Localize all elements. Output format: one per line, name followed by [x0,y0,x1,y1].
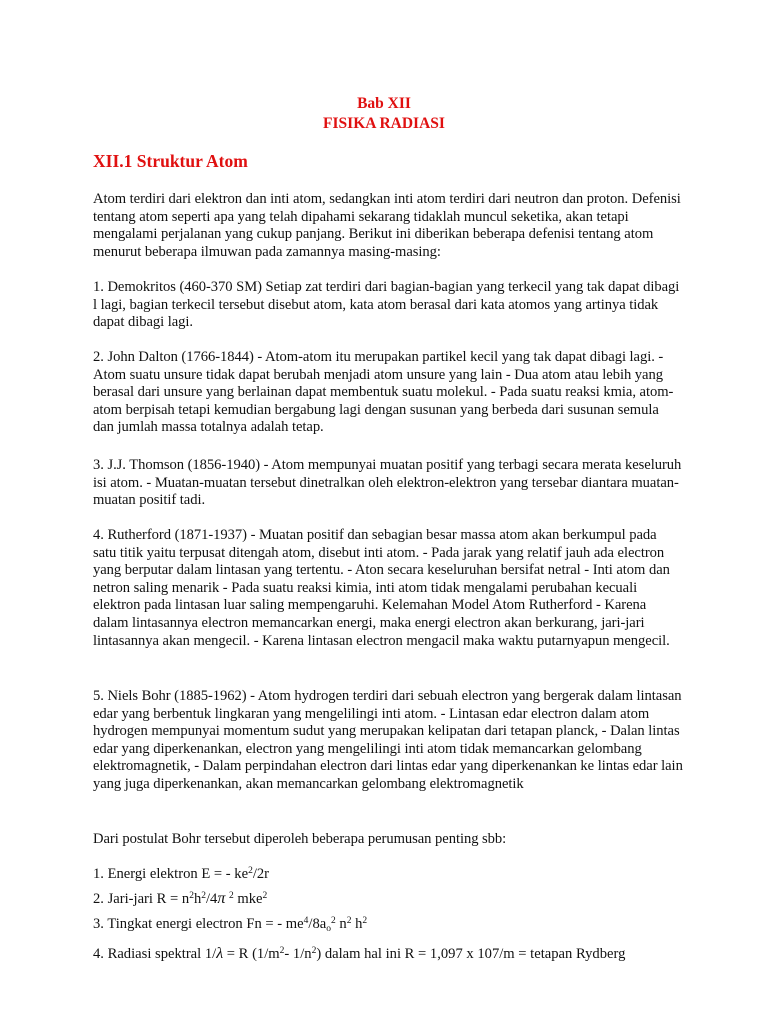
formula-energy-level: 3. Tingkat energi electron Fn = - $me^4/8a_o^2$ $n^2$ $h^2$ [93,916,368,934]
rutherford-paragraph: 4. Rutherford (1871-1937) - Muatan positif dan sebagian besar massa atom akan berkumpul pada satu titik yaitu terpusat ditengah atom, disebut inti atom. - Pada jarak yang relatif jauh ada electron yang berputar dalam lintasan yang tertentu. - Aton secara keseluruhan bersifat netral - Inti atom dan netron saling menarik - Pada suatu reaksi kimia, inti atom tidak mengalami perubahan kecuali elektron pada lintasan luar saling mempengaruhi. Kelemahan Model Atom Rutherford - Karena dalam lintasannya electron memancarkan energi, maka energi electron akan berkurang, jari-jari lintasannya akan mengecil. - Karena lintasan electron mengacil maka waktu putarnyapun mengecil. [93,527,670,649]
bohr-paragraph: 5. Niels Bohr (1885-1962) - Atom hydrogen terdiri dari sebuah electron yang bergerak dalam lintasan edar yang berbentuk lingkaran yang mengelilingi inti atom. - Lintasan edar electron dalam atom hydrogen mempunyai momentum sudut yang merupakan kelipatan dari tetapan planck, - Dalan lintas edar yang diperkenankan, electron yang mengelilingi inti atom tidak memancarkan gelombang elektromagnetik, - Dalam perpindahan electron dari lintas edar yang diperkenankan ke lintas edar lain yang juga diperkenankan, akan memancarkan gelombang elektromagnetik [93,688,683,792]
formula-spectral: 4. Radiasi spektral 1/λ = R ($1/m^2-$ $1/n^2$) dalam hal ini R = 1,097 x 107/m = tetapan Rydberg [93,945,626,962]
postulate-intro: Dari postulat Bohr tersebut diperoleh beberapa perumusan penting sbb: [93,831,507,847]
lambda-symbol: λ [216,945,224,962]
chapter-label: Bab XII [357,95,411,112]
section-heading: XII.1 Struktur Atom [93,151,248,171]
intro-paragraph: Atom terdiri dari elektron dan inti atom, sedangkan inti atom terdiri dari neutron dan proton. Defenisi tentang atom seperti apa yang telah dipahami sekarang tidaklah muncul seketika, akan tetapi mengalami perjalanan yang cukup panjang. Berikut ini diberikan beberapa defenisi tentang atom menurut beberapa ilmuwan pada zamannya masing-masing: [93,191,681,260]
pi-symbol: π [217,890,226,907]
chapter-title: FISIKA RADIASI [323,115,445,132]
demokritos-paragraph: 1. Demokritos (460-370 SM) Setiap zat terdiri dari bagian-bagian yang terkecil yang tak dapat dibagi l lagi, bagian terkecil tersebut disebut atom, kata atom berasal dari kata atomos yang artinya tidak dapat dibagi lagi. [93,279,680,331]
formula-radius: 2. Jari-jari $R = n^2h^2/4\pi$ $^2$ mke$^2$ [93,890,268,907]
thomson-paragraph: 3. J.J. Thomson (1856-1940) - Atom mempunyai muatan positif yang terbagi secara merata keseluruh isi atom. - Muatan-muatan tersebut dinetralkan oleh elektron-elektron yang tersebar diantara muatan-muatan positif tadi. [93,457,682,509]
dalton-paragraph: 2. John Dalton (1766-1844) - Atom-atom itu merupakan partikel kecil yang tak dapat dibagi lagi. - Atom suatu unsure tidak dapat berubah menjadi atom unsure yang lain - Dua atom atau lebih yang berasal dari unsure yang berlainan dapat membentuk suatu molekul. - Pada suatu reaksi kmia, atom-atom berpisah tetapi kemudian bergabung lagi dengan susunan yang berbeda dari susunan semula dan jumlah massa totalnya adalah tetap. [93,349,674,436]
formula-energy: 1. Energi elektron E = - $ke^2/2r$ [93,866,270,882]
